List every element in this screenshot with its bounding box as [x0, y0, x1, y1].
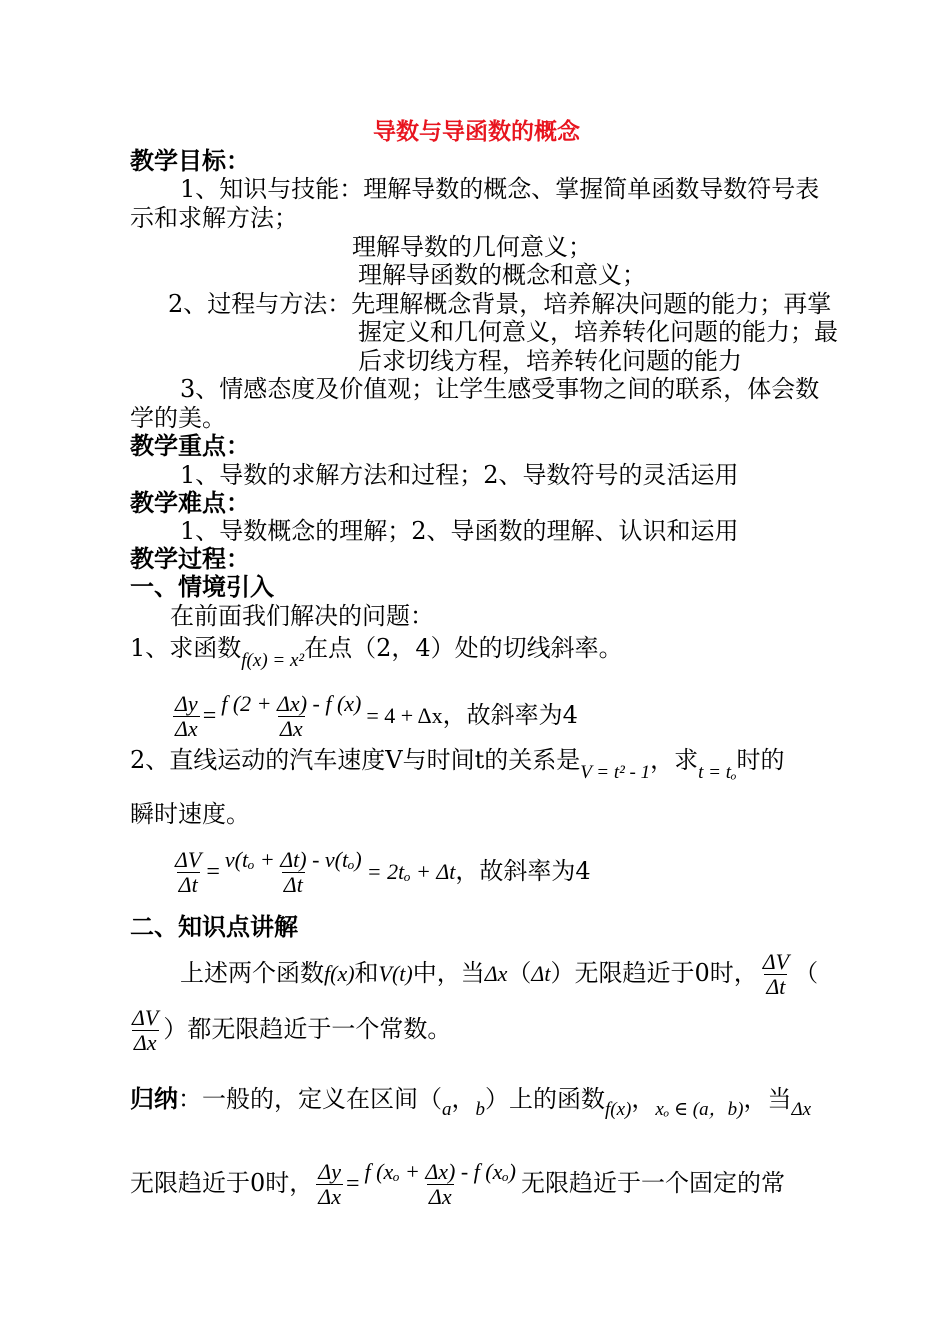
fraction-dy-dx-2 [316, 1160, 343, 1209]
fraction-difference-quotient-3 [363, 1160, 518, 1209]
induction-text-c: ）上的函数 [485, 1085, 605, 1113]
doc-title: 导数与导函数的概念 [373, 119, 580, 145]
numerator-dv: ΔV [175, 847, 202, 872]
difficulties-line: 1、导数概念的理解；2、导函数的理解、认识和运用 [180, 517, 739, 545]
knowledge-line-2 [130, 1002, 451, 1056]
result-2to-plus-dt: = 2tₒ + Δt [366, 859, 456, 884]
denominator-dt: Δt [178, 872, 198, 897]
problem-1-text-a: 1、求函数 [130, 634, 242, 662]
goal-2-line-a: 2、过程与方法：先理解概念背景，培养解决问题的能力；再掌 [168, 290, 832, 318]
fraction-dy-dx [173, 692, 200, 741]
denominator-dx-3: Δx [318, 1184, 341, 1209]
goal-3-line-a: 3、情感态度及价值观；让学生感受事物之间的联系，体会数 [180, 375, 820, 403]
goal-1-line-b: 示和求解方法； [130, 204, 298, 232]
formula-delta-x: Δx [484, 961, 508, 986]
induction-text-a: ：一般的，定义在区间（ [178, 1085, 442, 1113]
denominator-dx: Δx [175, 716, 198, 741]
goal-3-line-b: 学的美。 [130, 404, 226, 432]
formula-f-x: f(x) [324, 961, 355, 986]
problem-1-line [130, 633, 623, 671]
fraction-difference-quotient-2 [223, 848, 364, 897]
fraction-dv-dt-inline [761, 950, 791, 999]
knowledge-text-f: （ [794, 959, 819, 987]
formula-v-t: V(t) [378, 961, 413, 986]
problem-2-text-c: 时的 [736, 746, 785, 774]
fraction-difference-quotient-1 [219, 692, 363, 741]
induction-text-b: ， [451, 1085, 476, 1113]
formula-delta-x-2: Δx [791, 1099, 812, 1120]
formula-t-equals-to: t = tₒ [698, 762, 737, 783]
formula-delta-t: Δt [531, 961, 551, 986]
knowledge-line-1 [180, 946, 818, 1001]
denominator-dt-2: Δt [283, 872, 303, 897]
symbol-b: b [475, 1099, 485, 1120]
knowledge-text-b: 和 [354, 959, 379, 987]
denominator-dx-1: Δx [279, 716, 303, 741]
problem-1-text-b: 在点（2，4）处的切线斜率。 [304, 634, 623, 662]
goal-1-line-a: 1、知识与技能：理解导数的概念、掌握简单函数导数符号表 [180, 175, 820, 203]
numerator-dv-inline: ΔV [762, 949, 790, 974]
section-two-heading: 二、知识点讲解 [130, 913, 298, 941]
induction-text-g: 无限趋近于一个固定的常 [521, 1169, 785, 1197]
problem-1-equation [170, 688, 578, 743]
knowledge-text-a: 上述两个函数 [180, 959, 324, 987]
heading-teaching-goals: 教学目标： [130, 147, 250, 175]
numerator-dy-2: Δy [318, 1159, 341, 1184]
problem-2-text-a: 2、直线运动的汽车速度V与时间t的关系是 [130, 746, 581, 774]
knowledge-text-e: ）无限趋近于0时， [550, 959, 758, 987]
fraction-dv-dx-inline [130, 1006, 160, 1055]
symbol-a: a [442, 1099, 452, 1120]
problem-2-result-text: ，故斜率为4 [455, 857, 591, 885]
induction-line-2 [130, 1156, 785, 1211]
equals-sign-2: = [206, 859, 220, 885]
intro-line: 在前面我们解决的问题： [170, 602, 434, 630]
heading-process: 教学过程： [130, 545, 250, 573]
numerator-difference-1: f (2 + Δx) - f (x) [221, 691, 362, 716]
problem-2-line-b: 瞬时速度。 [130, 800, 250, 828]
equals-sign-3: = [345, 1171, 360, 1197]
section-one-heading: 一、情境引入 [130, 573, 274, 601]
goal-2-line-b: 握定义和几何意义，培养转化问题的能力；最 [358, 318, 838, 346]
problem-2-equation [170, 844, 591, 899]
numerator-difference-3: f (xₒ + Δx) - f (xₒ) [364, 1159, 516, 1184]
formula-f-x-2: f(x) [605, 1099, 632, 1120]
formula-xo-in-ab: xₒ ∈ (a，b) [655, 1099, 744, 1120]
induction-text-e: ，当 [743, 1085, 792, 1113]
denominator-dx-2: Δx [133, 1030, 157, 1055]
equals-sign: = [202, 703, 217, 729]
problem-2-text-b: ，求 [650, 746, 699, 774]
heading-difficulties: 教学难点： [130, 489, 250, 517]
denominator-dx-4: Δx [428, 1184, 452, 1209]
numerator-dv-2: ΔV [132, 1005, 159, 1030]
problem-1-result-text: ，故斜率为4 [442, 701, 578, 729]
problem-2-line [130, 745, 785, 783]
goal-2-line-c: 后求切线方程，培养转化问题的能力 [358, 347, 742, 375]
induction-label: 归纳 [130, 1085, 178, 1113]
key-points-line: 1、导数的求解方法和过程；2、导数符号的灵活运用 [180, 461, 739, 489]
numerator-difference-2: v(tₒ + Δt) - v(tₒ) [224, 847, 362, 872]
knowledge-text-c: 中，当 [412, 959, 485, 987]
induction-text-f: 无限趋近于0时， [130, 1169, 314, 1197]
knowledge-text-g: ）都无限趋近于一个常数。 [163, 1015, 452, 1043]
goal-1-line-d: 理解导函数的概念和意义； [358, 261, 646, 289]
induction-line-1 [130, 1084, 812, 1120]
formula-v-equals-t-squared-minus-1: V = t² - 1 [580, 762, 651, 783]
numerator-dy: Δy [175, 691, 198, 716]
heading-key-points: 教学重点： [130, 432, 250, 460]
knowledge-text-d: （ [507, 959, 532, 987]
result-4-plus-dx: = 4 + Δx [366, 703, 443, 728]
goal-1-line-c: 理解导数的几何意义； [352, 233, 592, 261]
fraction-dv-dt [173, 848, 203, 897]
formula-f-x-squared: f(x) = x² [241, 650, 305, 671]
denominator-dt-inline: Δt [766, 974, 786, 999]
induction-text-d: ， [631, 1085, 656, 1113]
